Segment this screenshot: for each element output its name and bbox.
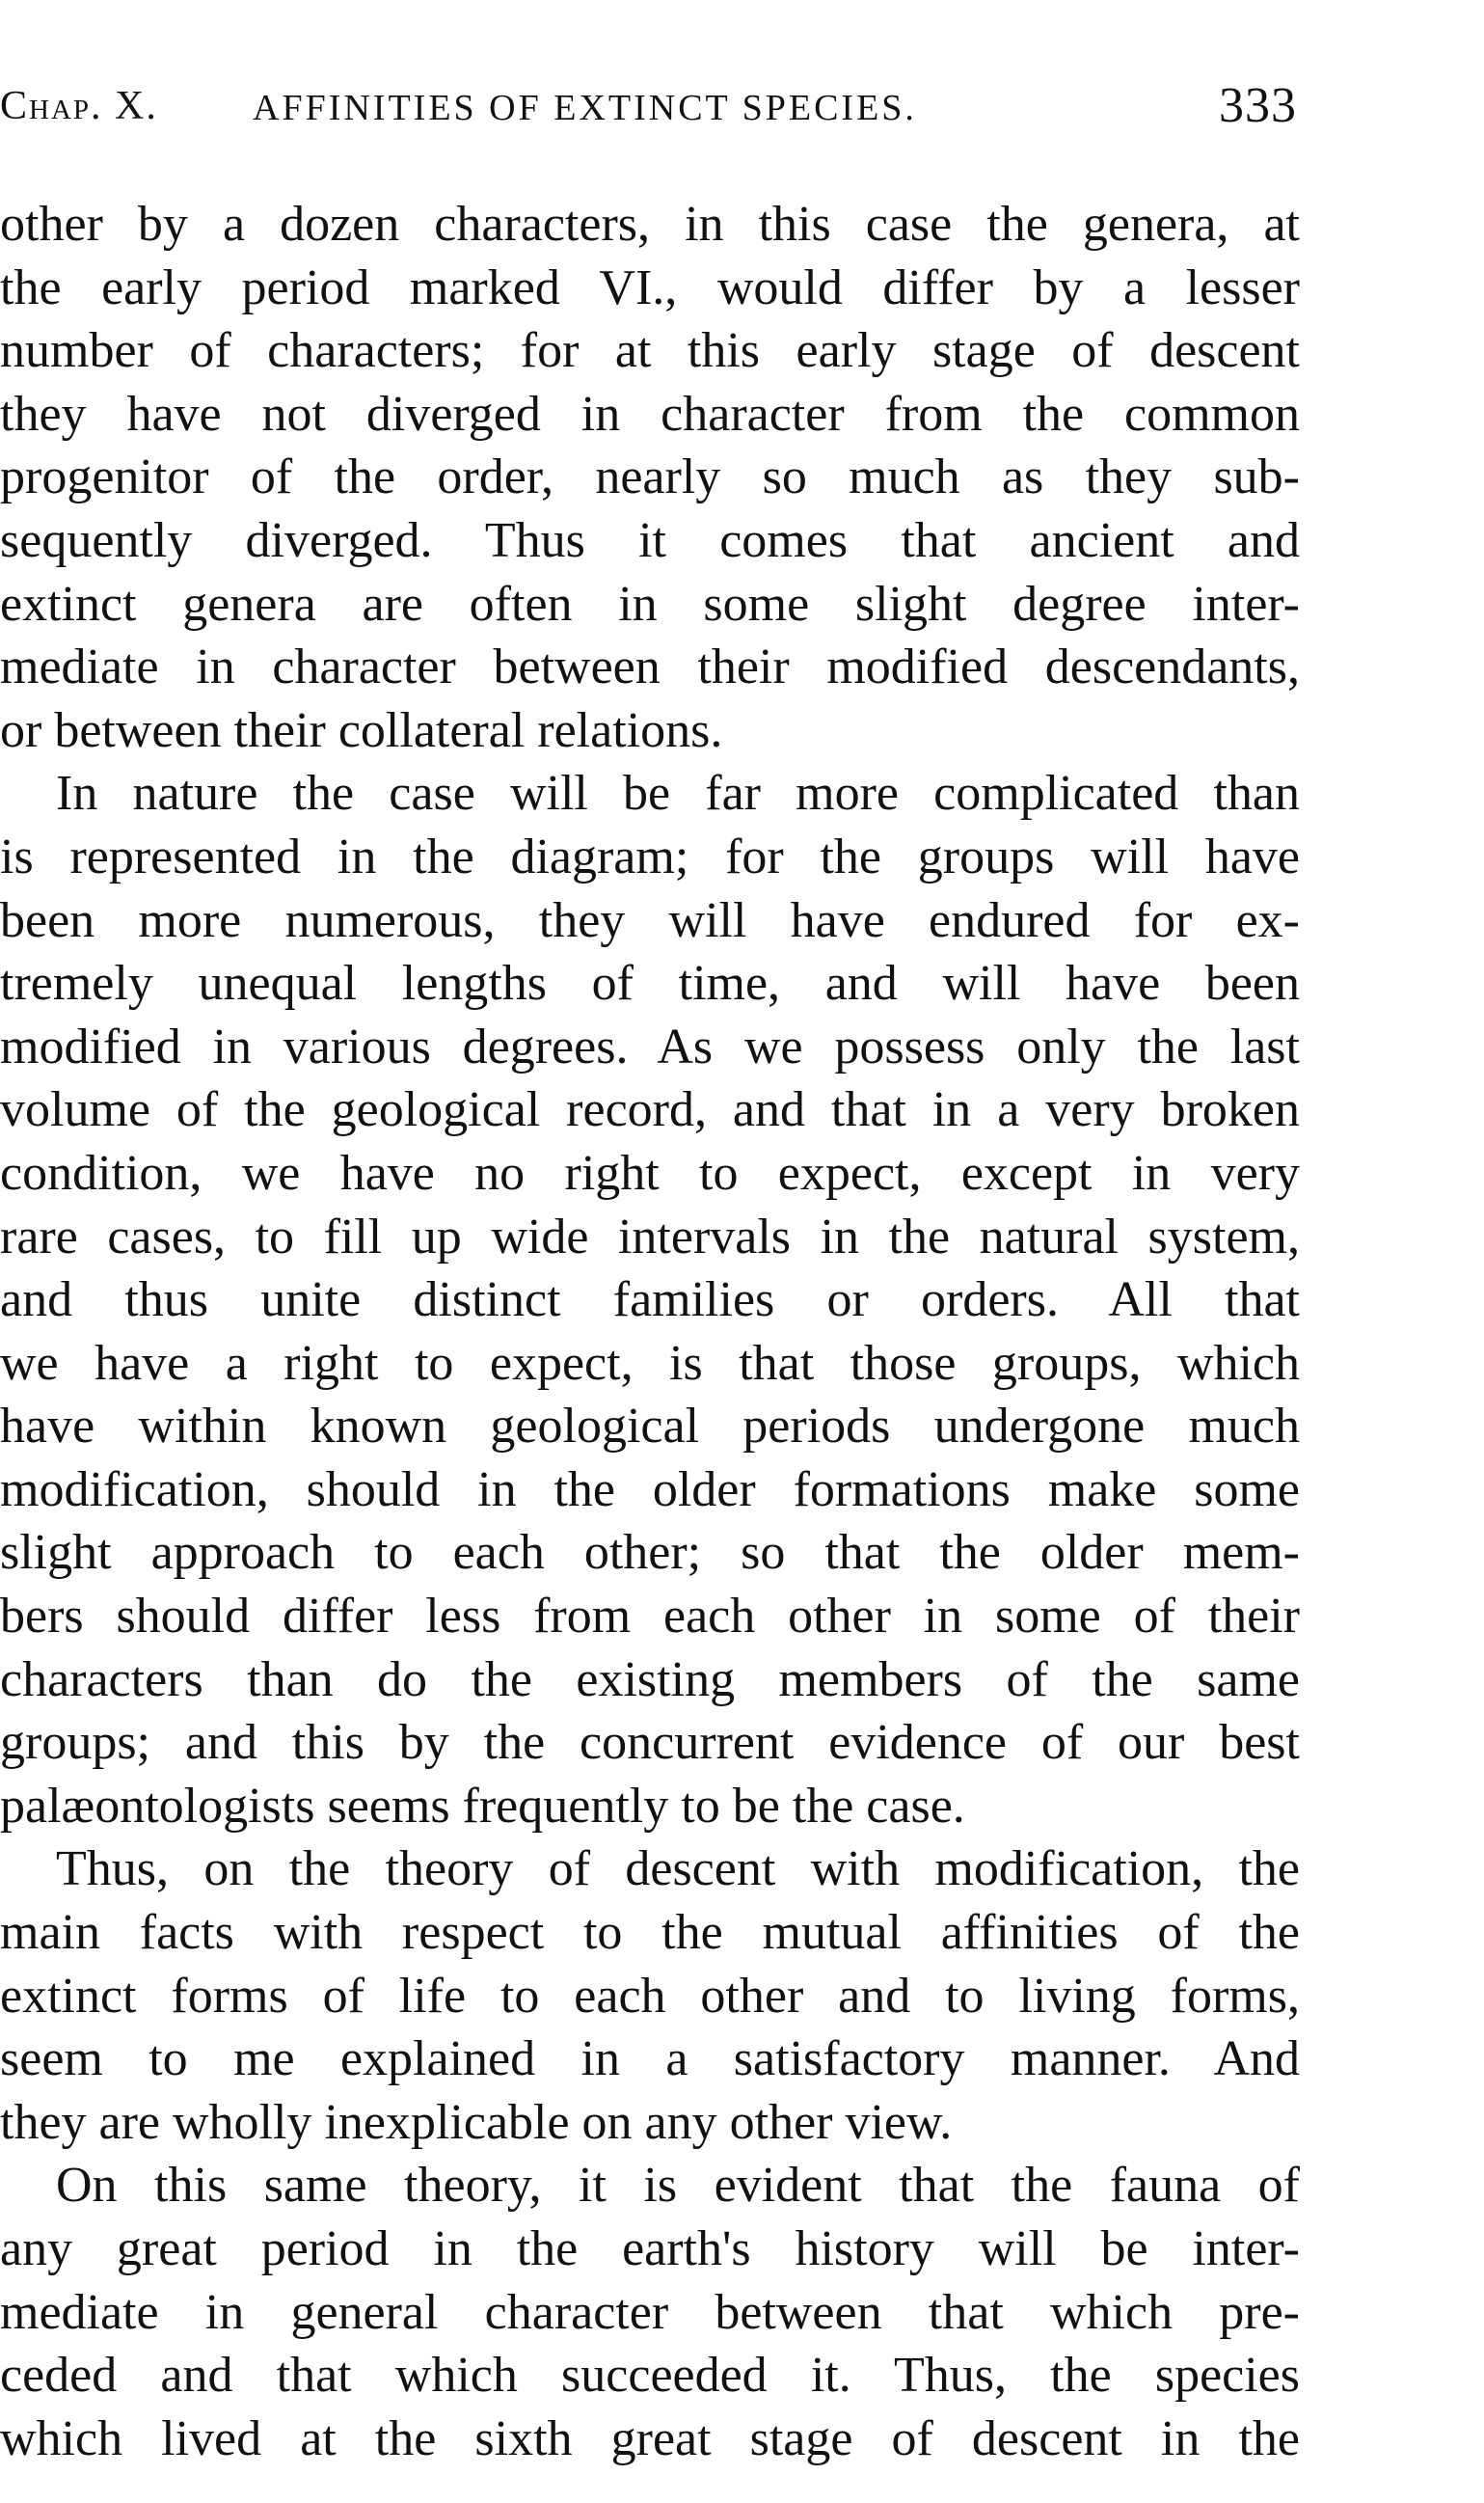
paragraph	[0, 2154, 1300, 2470]
text-line: volume of the geological record, and that in a very broken	[0, 1082, 1300, 1138]
text-line: characters than do the existing members of the same	[0, 1651, 1300, 1707]
text-line: groups; and this by the concurrent evidence of our best	[0, 1715, 1300, 1771]
text-line: seem to me explained in a satisfactory manner. And	[0, 2031, 1300, 2087]
text-line: mediate in general character between that which pre-	[0, 2284, 1300, 2340]
text-line: other by a dozen characters, in this case the genera, at	[0, 197, 1300, 252]
text-line: which lived at the sixth great stage of descent in the	[0, 2410, 1300, 2466]
text-line: main facts with respect to the mutual affinities of the	[0, 1905, 1300, 1961]
text-line: mediate in character between their modified descendants,	[0, 639, 1300, 695]
text-line: extinct genera are often in some slight degree inter-	[0, 576, 1300, 632]
text-line: and thus unite distinct families or orders. All that	[0, 1272, 1300, 1328]
text-line: condition, we have no right to expect, except in very	[0, 1145, 1300, 1201]
paragraph	[0, 1837, 1300, 2154]
text-line: they are wholly inexplicable on any other view.	[0, 2094, 953, 2150]
text-line: modification, should in the older formations make some	[0, 1461, 1300, 1517]
text-line: bers should differ less from each other in some of their	[0, 1589, 1300, 1645]
text-line: number of characters; for at this early stage of descent	[0, 323, 1300, 379]
text-line: been more numerous, they will have endured for ex-	[0, 892, 1300, 948]
text-line: sequently diverged. Thus it comes that ancient and	[0, 512, 1300, 568]
text-line: have within known geological periods undergone much	[0, 1399, 1300, 1455]
text-line: tremely unequal lengths of time, and will have been	[0, 956, 1300, 1012]
text-line: they have not diverged in character from the common	[0, 386, 1300, 442]
text-line: Thus, on the theory of descent with modification, the	[56, 1841, 1300, 1897]
text-line: is represented in the diagram; for the groups will have	[0, 829, 1300, 884]
body-text	[0, 193, 1300, 2470]
paragraph	[0, 762, 1300, 1837]
text-line: palæontologists seems frequently to be the case.	[0, 1778, 965, 1834]
text-line: rare cases, to fill up wide intervals in the natural system,	[0, 1209, 1300, 1265]
text-line: any great period in the earth's history will be inter-	[0, 2221, 1300, 2276]
text-line: the early period marked VI., would differ by a lesser	[0, 259, 1300, 315]
text-line: slight approach to each other; so that the older mem-	[0, 1525, 1300, 1581]
chapter-label: Chap. X.	[0, 84, 158, 128]
text-line: or between their collateral relations.	[0, 702, 723, 758]
text-line: ceded and that which succeeded it. Thus, the species	[0, 2348, 1300, 2404]
running-head	[0, 78, 1297, 141]
text-line: progenitor of the order, nearly so much as they sub-	[0, 449, 1300, 505]
page-number: 333	[1219, 78, 1297, 133]
paragraph	[0, 193, 1300, 762]
text-line: On this same theory, it is evident that the fauna of	[56, 2158, 1300, 2214]
text-line: we have a right to expect, is that those groups, which	[0, 1335, 1300, 1391]
running-title: AFFINITIES OF EXTINCT SPECIES.	[253, 88, 917, 128]
text-line: extinct forms of life to each other and to living forms,	[0, 1968, 1300, 2024]
text-line: modified in various degrees. As we possess only the last	[0, 1019, 1300, 1075]
text-line: In nature the case will be far more complicated than	[56, 766, 1300, 822]
